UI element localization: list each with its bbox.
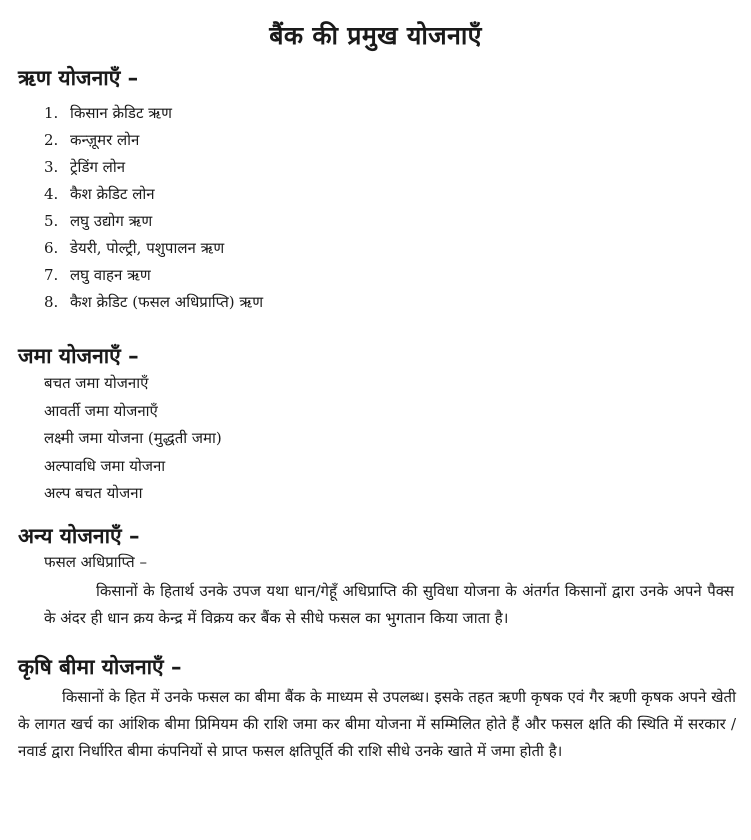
loan-schemes-heading: ऋण योजनाएँ – <box>18 66 139 90</box>
item-label: कैश क्रेडिट (फसल अधिप्राप्ति) ऋण <box>70 293 264 311</box>
deposit-schemes-list <box>44 370 222 508</box>
crop-insurance-heading: कृषि बीमा योजनाएँ – <box>18 655 182 679</box>
item-label: कैश क्रेडिट लोन <box>70 185 155 203</box>
crop-procurement-subheading: फसल अधिप्राप्ति – <box>44 553 147 571</box>
crop-procurement-paragraph: किसानों के हितार्थ उनके उपज यथा धान/गेहूँ अधिप्राप्ति की सुविधा योजना के अंतर्गत किसानों द्वारा उनके अपने पैक्स के अंदर ही धान क्रय केन्द्र में विक्रय कर बैंक से सीधे फसल का भुगतान किया जाता है। <box>44 582 734 627</box>
list-item: आवर्ती जमा योजनाएँ <box>44 401 158 420</box>
item-label: किसान क्रेडिट ऋण <box>70 104 172 122</box>
item-number: 7. <box>44 266 59 284</box>
deposit-schemes-heading: जमा योजनाएँ – <box>18 344 139 368</box>
list-item <box>44 100 263 127</box>
item-label: डेयरी, पोल्ट्री, पशुपालन ऋण <box>70 239 225 257</box>
item-label: लघु उद्योग ऋण <box>70 212 153 230</box>
item-label: लघु वाहन ऋण <box>70 266 151 284</box>
item-number: 6. <box>44 239 59 257</box>
list-item <box>44 154 263 181</box>
list-item: अल्प बचत योजना <box>44 484 143 502</box>
item-label: कन्ज़ूमर लोन <box>70 131 140 149</box>
list-item: लक्ष्मी जमा योजना (मुद्धती जमा) <box>44 429 222 447</box>
loan-schemes-list <box>44 100 263 316</box>
list-item <box>44 289 263 316</box>
list-item <box>44 235 263 262</box>
item-number: 4. <box>44 185 59 203</box>
list-item <box>44 208 263 235</box>
item-number: 2. <box>44 131 59 149</box>
item-number: 3. <box>44 158 59 176</box>
list-item: बचत जमा योजनाएँ <box>44 374 149 392</box>
list-item <box>44 127 263 154</box>
list-item <box>44 262 263 289</box>
other-schemes-heading: अन्य योजनाएँ – <box>18 524 140 548</box>
item-number: 5. <box>44 212 59 230</box>
item-number: 1. <box>44 104 59 122</box>
list-item: अल्पावधि जमा योजना <box>44 456 166 475</box>
list-item <box>44 181 263 208</box>
item-label: ट्रेडिंग लोन <box>70 158 126 176</box>
page-title: बैंक की प्रमुख योजनाएँ <box>269 21 482 50</box>
item-number: 8. <box>44 293 59 311</box>
crop-insurance-paragraph: किसानों के हित में उनके फसल का बीमा बैंक के माध्यम से उपलब्ध। इसके तहत ऋणी कृषक एवं गैर ऋणी कृषक अपने खेती के लागत खर्च का आंशिक बीमा प्रिमियम की राशि जमा कर बीमा योजना में सम्मिलित होते हैं और फसल क्षति की स्थिति में सरकार / नवार्ड द्वारा निर्धारित बीमा कंपनियों से प्राप्त फसल क्षतिपूर्ति की राशि सीधे उनके खाते में जमा होती है। <box>18 688 736 760</box>
